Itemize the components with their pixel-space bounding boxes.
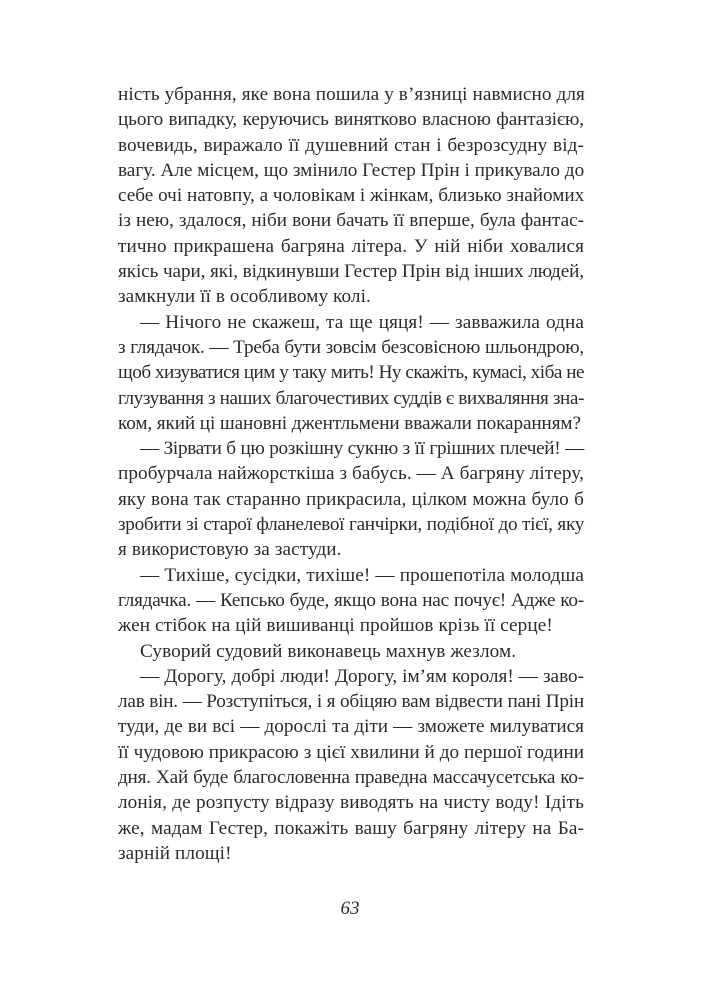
text-line: щоб хизуватися цим у таку мить! Ну скажіть, кумасі, хіба не [118,362,584,384]
text-line: тично прикрашена багряна літера. У ній ніби ховалися [118,235,584,257]
text-line: замкнули її в особливому колі. [118,286,371,308]
text-line: Суворий судовий виконавець махнув жезлом. [140,640,517,662]
text-line: яку вона так старанно прикрасила, цілком можна було б [118,488,584,510]
text-line: лонія, де розпусту відразу виводять на чисту воду! Ідіть [118,792,584,814]
text-line: пробурчала найжорсткіша з бабусь. — А багряну літеру, [118,463,585,485]
text-line: її чудовою прикрасою з цієї хвилини й до першої години [118,741,584,763]
text-line: вагу. Але місцем, що змінило Гестер Прін і прикувало до [118,159,585,181]
text-line: дня. Хай буде благословенна праведна массачусетська ко- [118,767,584,789]
text-line: туди, де ви всі — дорослі та діти — зможете милуватися [118,716,584,738]
text-line: же, мадам Гестер, покажіть вашу багряну літеру на Ба- [118,817,584,839]
text-line: глузування з наших благочестивих суддів є вихваляння зна- [118,387,584,409]
text-line: зарній площі! [118,842,232,864]
text-line: — Нічого не скажеш, та ще цяця! — завважила одна [140,311,584,333]
text-line: себе очі натовпу, а чоловікам і жінкам, близько знайомих [118,185,585,207]
text-line: — Тихіше, сусідки, тихіше! — прошепотіла молодша [140,564,584,586]
text-line: ком, який ці шановні джентльмени вважали покаранням? [118,412,581,434]
text-line: з глядачок. — Треба бути зовсім безсовісною шльондрою, [118,336,584,358]
text-line: — Дорогу, добрі люди! Дорогу, ім’ям короля! — заво- [140,665,584,687]
text-line: цього випадку, керуючись винятково власною фантазією, [118,109,584,131]
text-line: із нею, здалося, ніби вони бачать її вперше, була фантас- [118,210,584,232]
text-line: вочевидь, виражало її душевний стан і безрозсудну від- [118,134,584,156]
text-line: я використовую за застуди. [118,539,342,561]
text-line: жен стібок на цій вишиванці пройшов крізь її серце! [118,615,553,637]
page-number: 63 [340,898,360,919]
page-body-text [118,82,584,866]
text-line: якісь чари, які, відкинувши Гестер Прін від інших людей, [118,261,584,283]
text-line: зробити зі старої фланелевої ганчірки, подібної до тієї, яку [118,514,584,536]
text-line: ність убрання, яке вона пошила у в’язниці навмисно для [118,84,585,105]
text-line: — Зірвати б цю розкішну сукню з її грішних плечей! — [140,438,584,460]
text-line: лав він. — Розступіться, і я обіцяю вам відвести пані Прін [118,691,584,713]
text-line: глядачка. — Кепсько буде, якщо вона нас почує! Адже ко- [118,589,584,611]
